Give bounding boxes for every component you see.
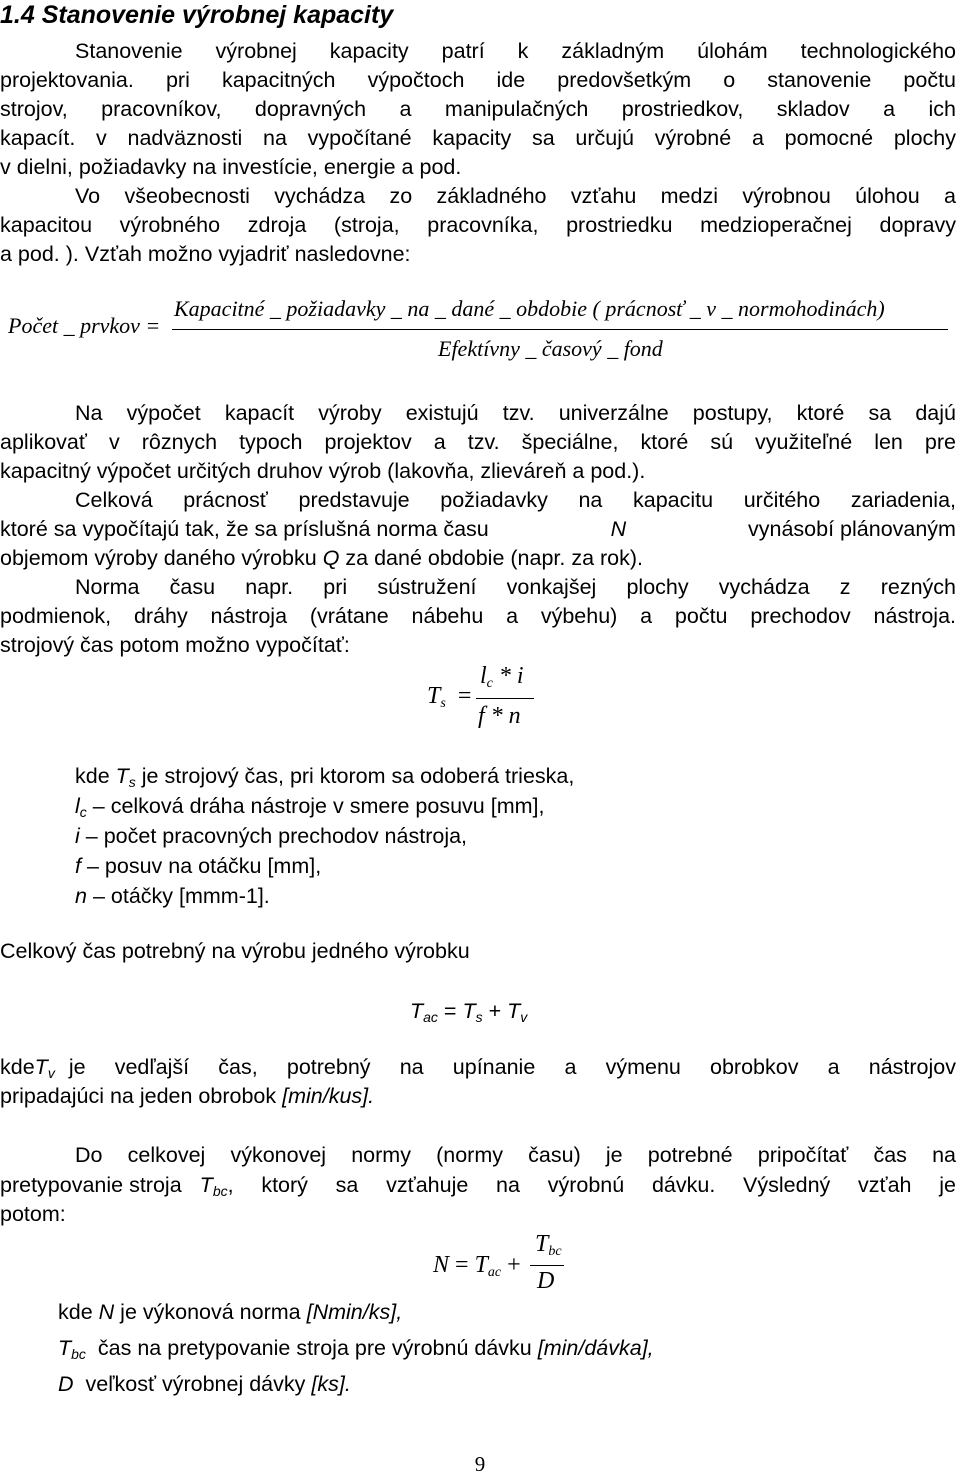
paragraph-5-line-1: Norma času napr. pri sústružení vonkajšej plochy vychádza z rezných (75, 575, 956, 599)
paragraph-7-line-1: kde $T_v$ je vedľajší čas, potrebný na upínanie a výmenu obrobkov a nástrojov (0, 1055, 956, 1081)
definition-i: i – počet pracovných prechodov nástroja, (75, 824, 468, 848)
formula-2-numerator: $l_c$ * i (480, 663, 524, 691)
paragraph-7-line-2: pripadajúci na jeden obrobok [min/kus]. (0, 1084, 375, 1108)
page-number: 9 (474, 1452, 486, 1476)
p4-line2-part-b: vynásobí plánovaným (748, 517, 956, 541)
definition-n: n – otáčky [mmm-1]. (75, 884, 270, 908)
total-time-formula: $T_{ac} = T_s + T_v$ (410, 999, 528, 1025)
formula-1-fraction-bar (172, 329, 948, 330)
volume-variable: Q (322, 546, 340, 570)
paragraph-2-line-2: kapacitou výrobného zdroja (stroja, pracovníka, prostriedku medzioperačnej dopravy (0, 213, 956, 237)
paragraph-8-line-3: potom: (0, 1202, 66, 1226)
formula-1-denominator: Efektívny _ časový _ fond (438, 336, 663, 361)
paragraph-4-line-3 (0, 543, 643, 573)
formula-4-fraction-bar (530, 1265, 564, 1266)
formula-4-denominator: D (537, 1268, 555, 1294)
paragraph-1-line-5: v dielni, požiadavky na investície, energie a pod. (0, 155, 462, 179)
p4-line3-part-a: objemom výroby daného výrobku (0, 546, 317, 570)
paragraph-2-line-3: a pod. ). Vzťah možno vyjadriť nasledovne: (0, 242, 411, 266)
formula-1-lhs: Počet _ prvkov = (8, 313, 161, 338)
paragraph-5-line-3: strojový čas potom možno vypočítať: (0, 633, 350, 657)
section-heading: 1.4 Stanovenie výrobnej kapacity (0, 1, 394, 29)
definition-ts: kde $T_s$ je strojový čas, pri ktorom sa odoberá trieska, (75, 764, 575, 790)
formula-2-fraction-bar (476, 698, 534, 699)
paragraph-1-line-3: strojov, pracovníkov, dopravných a manipulačných prostriedkov, skladov a ich (0, 97, 956, 121)
paragraph-8-line-1: Do celkovej výkonovej normy (normy času) je potrebné pripočítať čas na (75, 1143, 956, 1167)
formula-2-lhs: $T_s$ = (427, 683, 472, 711)
p4-line2-part-a: ktoré sa vypočítajú tak, že sa príslušná norma času (0, 517, 489, 541)
paragraph-4-line-1: Celková prácnosť predstavuje požiadavky na kapacitu určitého zariadenia, (75, 488, 956, 512)
paragraph-3-line-2: aplikovať v rôznych typoch projektov a tzv. špeciálne, ktoré sú využiteľné len pre (0, 430, 956, 454)
paragraph-8-line-2: pretypovanie stroja $T_{bc}$ , ktorý sa vzťahuje na výrobnú dávku. Výsledný vzťah je (0, 1173, 956, 1199)
formula-1-numerator: Kapacitné _ požiadavky _ na _ dané _ obdobie ( prácnosť _ v _ normohodinách) (174, 296, 885, 321)
definition-Tbc: $T_{bc}$ čas na pretypovanie stroja pre výrobnú dávku [min/dávka], (58, 1336, 654, 1362)
paragraph-2-line-1: Vo všeobecnosti vychádza zo základného vzťahu medzi výrobnou úlohou a (75, 184, 956, 208)
definition-f: f – posuv na otáčku [mm], (75, 854, 322, 878)
paragraph-3-line-1: Na výpočet kapacít výroby existujú tzv. univerzálne postupy, ktoré sa dajú (75, 401, 956, 425)
definition-lc: $l_c$ – celková dráha nástroje v smere posuvu [mm], (75, 794, 545, 820)
formula-4-numerator: $T_{bc}$ (535, 1231, 562, 1259)
definition-N: kde N je výkonová norma [Nmin/ks], (58, 1300, 403, 1324)
paragraph-6: Celkový čas potrebný na výrobu jedného výrobku (0, 939, 470, 963)
definition-D: D veľkosť výrobnej dávky [ks]. (58, 1372, 351, 1396)
formula-4-lhs: $N = T_{ac}$ + (433, 1252, 521, 1280)
paragraph-3-line-3: kapacitný výpočet určitých druhov výrob (lakovňa, zlieváreň a pod.). (0, 459, 646, 483)
paragraph-1-line-4: kapacít. v nadväznosti na vypočítané kapacity sa určujú výrobné a pomocné plochy (0, 126, 956, 150)
paragraph-1-line-1: Stanovenie výrobnej kapacity patrí k základným úlohám technologického (75, 39, 956, 63)
norm-time-variable: N (610, 517, 627, 541)
p4-line3-part-b: za dané obdobie (napr. za rok). (345, 546, 644, 570)
paragraph-5-line-2: podmienok, dráhy nástroja (vrátane nábehu a výbehu) a počtu prechodov nástroja. (0, 604, 956, 628)
paragraph-4-line-2 (0, 514, 956, 544)
formula-2-denominator: f * n (478, 703, 521, 729)
paragraph-1-line-2: projektovania. pri kapacitných výpočtoch ide predovšetkým o stanovenie počtu (0, 68, 956, 92)
